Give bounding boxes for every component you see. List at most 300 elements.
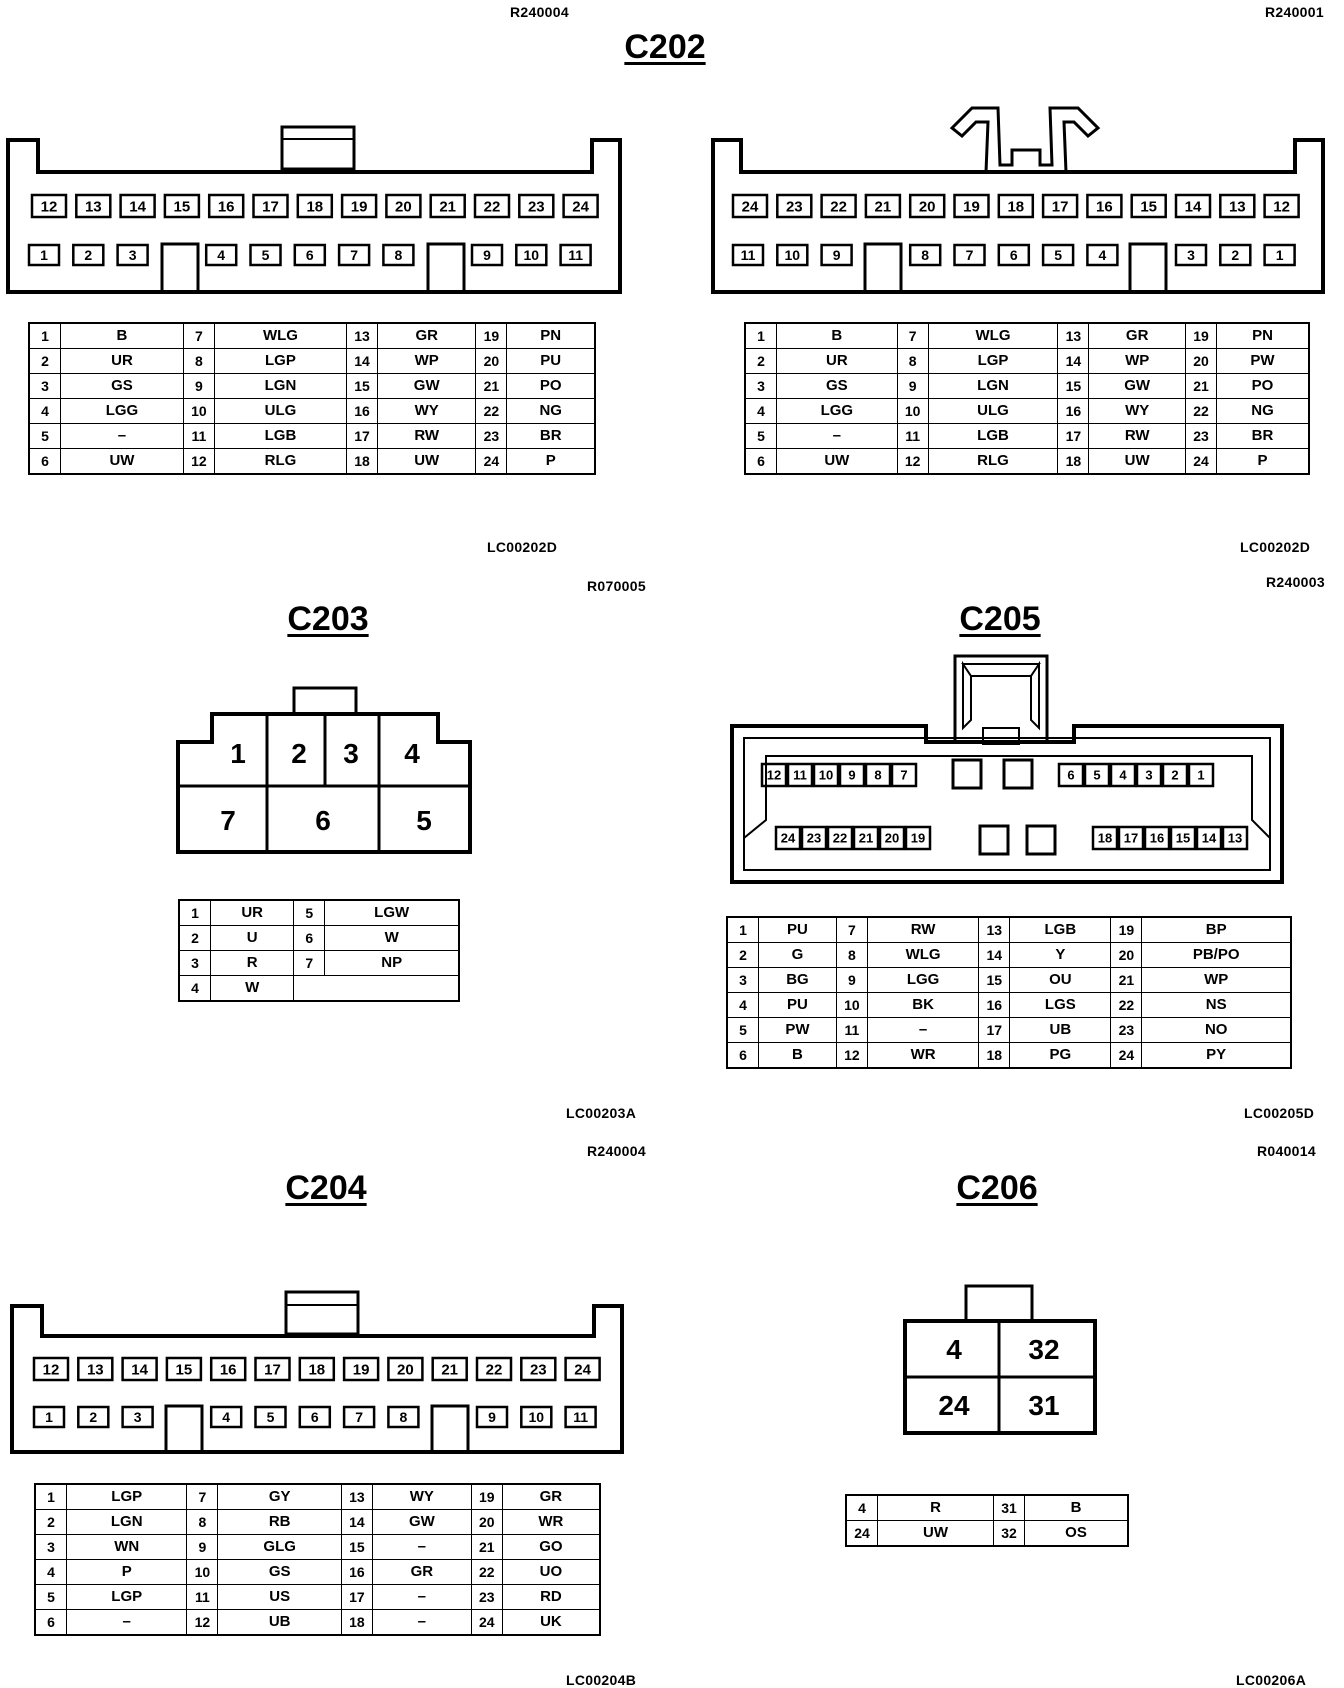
- pin-cavity-label: 12: [1273, 198, 1290, 216]
- pin-cavity-label: 23: [806, 830, 822, 846]
- pin-cavity-label: 3: [1187, 247, 1195, 264]
- pin-cavity-label: 1: [1275, 247, 1284, 264]
- pin-number: 12: [183, 449, 214, 475]
- pin-number: 10: [187, 1560, 218, 1585]
- pin-number: 6: [745, 449, 777, 475]
- pin-table-row: [179, 976, 459, 1002]
- pin-cavity-label: 13: [84, 198, 102, 216]
- c202-top-pin-row: [32, 195, 598, 217]
- wire-color: LGP: [67, 1585, 187, 1610]
- pin-number: 9: [897, 374, 928, 399]
- pin-number: 24: [1111, 1043, 1142, 1069]
- pin-cavity-label: 19: [910, 830, 926, 846]
- pin-cavity-label: 6: [1009, 247, 1018, 264]
- wire-color: LGW: [325, 900, 459, 926]
- pin-cavity-label: 12: [40, 198, 58, 216]
- ref-c205-top: R240003: [1266, 574, 1325, 590]
- c204-connector-face: [0, 1280, 630, 1460]
- wire-color: P: [1217, 449, 1310, 475]
- wire-color: LGB: [214, 424, 346, 449]
- pin-table-row: [727, 917, 1291, 943]
- pin-number: 23: [1186, 424, 1217, 449]
- pin-number: 18: [346, 449, 377, 475]
- pin-number: 20: [1111, 943, 1142, 968]
- pin-table-row: [745, 449, 1309, 475]
- pin-number: 15: [341, 1535, 372, 1560]
- wire-color: WN: [67, 1535, 187, 1560]
- pin-number: 19: [1111, 917, 1142, 943]
- pin-cavity-label: 20: [918, 198, 936, 216]
- pin-cavity-label: 4: [1119, 767, 1127, 783]
- pin-number: 14: [341, 1510, 372, 1535]
- wire-color: UK: [502, 1610, 600, 1636]
- wire-color: LGS: [1010, 993, 1111, 1018]
- wire-color: LGB: [928, 424, 1058, 449]
- pin-number: 18: [979, 1043, 1010, 1069]
- wire-color: PY: [1142, 1043, 1291, 1069]
- empty-cell: [325, 976, 459, 1002]
- pin-number: 9: [187, 1535, 218, 1560]
- wire-color: GR: [1089, 323, 1186, 349]
- wire-color: RD: [502, 1585, 600, 1610]
- pin-cavity-label: 24: [741, 198, 759, 216]
- pin-cavity-label: 9: [483, 247, 491, 264]
- pin-cavity-label: 5: [261, 247, 270, 264]
- pin-table-row: [179, 900, 459, 926]
- wire-color: PW: [1217, 349, 1310, 374]
- pin-number: 22: [1111, 993, 1142, 1018]
- wire-color: GLG: [218, 1535, 341, 1560]
- wire-color: ULG: [214, 399, 346, 424]
- ref-c203-top: R070005: [587, 578, 646, 594]
- wire-color: RW: [1089, 424, 1186, 449]
- pin-table-row: [35, 1535, 600, 1560]
- pin-number: 24: [476, 449, 507, 475]
- pin-number: 16: [346, 399, 377, 424]
- wire-color: OS: [1025, 1521, 1128, 1547]
- pin-table-row: [29, 374, 595, 399]
- c202-alt-pin-table: [744, 322, 1310, 475]
- pin-cavity-label: 22: [832, 830, 848, 846]
- pin-number: 1: [745, 323, 777, 349]
- pin-number: 5: [745, 424, 777, 449]
- pin-number: 12: [836, 1043, 867, 1069]
- pin-number: 11: [187, 1585, 218, 1610]
- pin-cavity-label: 11: [568, 247, 584, 264]
- cavity-number: 4: [404, 738, 420, 769]
- wire-color: NO: [1142, 1018, 1291, 1043]
- pin-cavity-label: 22: [483, 198, 501, 216]
- pin-table-row: [35, 1484, 600, 1510]
- pin-cavity-label: 7: [900, 767, 908, 783]
- pin-cavity-label: 22: [485, 1361, 503, 1379]
- pin-number: 7: [897, 323, 928, 349]
- pin-number: 5: [294, 900, 325, 926]
- wire-color: UR: [61, 349, 184, 374]
- pin-number: 24: [1186, 449, 1217, 475]
- pin-number: 4: [35, 1560, 67, 1585]
- pin-number: 3: [727, 968, 759, 993]
- pin-table-row: [727, 993, 1291, 1018]
- pin-cavity-label: 9: [488, 1409, 496, 1426]
- ref-c203-bottom: LC00203A: [566, 1105, 637, 1121]
- pin-cavity-label: 21: [874, 198, 892, 216]
- pin-number: 6: [727, 1043, 759, 1069]
- wire-color: LGG: [777, 399, 898, 424]
- pin-number: 3: [745, 374, 777, 399]
- pin-table-row: [179, 951, 459, 976]
- pin-number: 5: [35, 1585, 67, 1610]
- pin-cavity-label: 7: [965, 247, 974, 264]
- ref-c206-bottom: LC00206A: [1236, 1672, 1307, 1688]
- pin-number: 23: [471, 1585, 502, 1610]
- pin-number: 11: [183, 424, 214, 449]
- pin-cavity-label: 15: [1140, 198, 1158, 216]
- wire-color: LGN: [214, 374, 346, 399]
- wire-color: WR: [502, 1510, 600, 1535]
- wire-color: NP: [325, 951, 459, 976]
- pin-cavity-label: 15: [173, 198, 191, 216]
- pin-number: 21: [476, 374, 507, 399]
- pin-number: 4: [179, 976, 211, 1002]
- c202-bottom-pin-row: [29, 245, 591, 265]
- wire-color: NG: [507, 399, 595, 424]
- pin-number: 15: [346, 374, 377, 399]
- pin-cavity-label: 5: [1054, 247, 1062, 264]
- wire-color: RLG: [214, 449, 346, 475]
- pin-cavity-label: 12: [766, 767, 782, 783]
- pin-cavity-label: 3: [128, 247, 137, 264]
- pin-number: 21: [471, 1535, 502, 1560]
- pin-number: 1: [35, 1484, 67, 1510]
- wire-color: UR: [211, 900, 294, 926]
- pin-number: 19: [471, 1484, 502, 1510]
- pin-number: 16: [1058, 399, 1089, 424]
- pin-number: 4: [846, 1495, 878, 1521]
- pin-cavity-label: 3: [1145, 767, 1153, 783]
- pin-number: 20: [1186, 349, 1217, 374]
- pin-cavity-label: 8: [399, 1409, 408, 1426]
- pin-number: 1: [179, 900, 211, 926]
- cavity-number: 3: [343, 738, 359, 769]
- wire-color: WY: [1089, 399, 1186, 424]
- pin-cavity-label: 13: [1227, 830, 1243, 846]
- wire-color: ULG: [928, 399, 1058, 424]
- wire-color: GR: [502, 1484, 600, 1510]
- wire-color: NS: [1142, 993, 1291, 1018]
- pin-table-row: [727, 1043, 1291, 1069]
- wire-color: BK: [867, 993, 978, 1018]
- wire-color: R: [878, 1495, 994, 1521]
- pin-cavity-label: 11: [793, 767, 807, 783]
- pin-number: 12: [897, 449, 928, 475]
- pin-number: 6: [294, 926, 325, 951]
- pin-cavity-label: 21: [441, 1361, 459, 1379]
- wire-color: RW: [377, 424, 475, 449]
- pin-number: 7: [183, 323, 214, 349]
- wire-color: OU: [1010, 968, 1111, 993]
- pin-number: 2: [179, 926, 211, 951]
- wire-color: R: [211, 951, 294, 976]
- pin-number: 17: [979, 1018, 1010, 1043]
- wire-color: BR: [507, 424, 595, 449]
- pin-number: 8: [897, 349, 928, 374]
- pin-number: 8: [836, 943, 867, 968]
- wire-color: UW: [61, 449, 184, 475]
- pin-number: 22: [471, 1560, 502, 1585]
- pin-number: 9: [183, 374, 214, 399]
- pin-cavity-label: 18: [1097, 830, 1113, 846]
- empty-cell: [294, 976, 325, 1002]
- wire-color: LGB: [1010, 917, 1111, 943]
- wire-color: B: [1025, 1495, 1128, 1521]
- pin-cavity-label: 17: [1123, 830, 1139, 846]
- cavity-number: 24: [938, 1390, 970, 1421]
- wire-color: GS: [777, 374, 898, 399]
- c204-title: C204: [285, 1169, 367, 1207]
- pin-number: 8: [183, 349, 214, 374]
- pin-table-row: [29, 449, 595, 475]
- pin-number: 2: [727, 943, 759, 968]
- wire-color: LGG: [61, 399, 184, 424]
- pin-cavity-label: 5: [266, 1409, 275, 1426]
- pin-number: 4: [745, 399, 777, 424]
- ref-c202-left-bottom: LC00202D: [487, 539, 558, 555]
- wire-color: PU: [507, 349, 595, 374]
- pin-number: 1: [727, 917, 759, 943]
- pin-cavity-label: 20: [884, 830, 900, 846]
- pin-cavity-label: 21: [858, 830, 874, 846]
- pin-cavity-label: 19: [352, 1361, 370, 1379]
- ref-c202-right-top: R240001: [1265, 4, 1324, 20]
- pin-table-row: [846, 1521, 1128, 1547]
- pin-number: 7: [836, 917, 867, 943]
- pin-table-row: [846, 1495, 1128, 1521]
- pin-cavity-label: 14: [1184, 198, 1202, 216]
- wire-color: WY: [372, 1484, 471, 1510]
- wire-color: PN: [1217, 323, 1310, 349]
- pin-number: 4: [29, 399, 61, 424]
- wire-color: UW: [878, 1521, 994, 1547]
- wire-color: WP: [377, 349, 475, 374]
- wire-color: LGP: [67, 1484, 187, 1510]
- pin-cavity-label: 14: [129, 198, 146, 216]
- wire-color: NG: [1217, 399, 1310, 424]
- wire-color: Y: [1010, 943, 1111, 968]
- pin-table-row: [745, 349, 1309, 374]
- pin-number: 31: [994, 1495, 1025, 1521]
- pin-cavity-label: 16: [1149, 830, 1165, 846]
- pin-table-row: [745, 323, 1309, 349]
- pin-number: 10: [897, 399, 928, 424]
- pin-cavity-label: 19: [350, 198, 368, 216]
- pin-number: 22: [476, 399, 507, 424]
- pin-cavity-label: 4: [222, 1409, 231, 1426]
- pin-cavity-label: 19: [963, 198, 980, 216]
- pin-number: 17: [1058, 424, 1089, 449]
- wire-color: WLG: [928, 323, 1058, 349]
- pin-number: 23: [1111, 1018, 1142, 1043]
- wire-color: GR: [377, 323, 475, 349]
- pin-table-row: [29, 399, 595, 424]
- wire-color: LGG: [867, 968, 978, 993]
- wire-color: BR: [1217, 424, 1310, 449]
- pin-cavity-label: 8: [874, 767, 882, 783]
- pin-table-row: [35, 1585, 600, 1610]
- cavity-number: 31: [1028, 1390, 1060, 1421]
- pin-cavity-label: 18: [306, 198, 324, 216]
- pin-cavity-label: 22: [830, 198, 847, 216]
- c202-alt-top-pin-row: [733, 195, 1299, 217]
- c203-title: C203: [287, 600, 369, 638]
- wire-color: GR: [372, 1560, 471, 1585]
- pin-cavity-label: 7: [350, 247, 358, 264]
- wire-color: GW: [1089, 374, 1186, 399]
- pin-cavity-label: 17: [264, 1361, 281, 1379]
- c202-title: C202: [624, 28, 706, 66]
- pin-cavity-label: 9: [832, 247, 841, 264]
- pin-table-row: [745, 424, 1309, 449]
- pin-cavity-label: 24: [572, 198, 589, 216]
- pin-number: 7: [294, 951, 325, 976]
- pin-table-row: [745, 399, 1309, 424]
- wire-color: GW: [377, 374, 475, 399]
- pin-number: 1: [29, 323, 61, 349]
- c205-connector-face: [725, 650, 1295, 890]
- pin-number: 9: [836, 968, 867, 993]
- pin-number: 13: [346, 323, 377, 349]
- pin-cavity-label: 2: [89, 1409, 98, 1426]
- pin-cavity-label: 8: [394, 247, 403, 264]
- pin-number: 12: [187, 1610, 218, 1636]
- wire-color: PN: [507, 323, 595, 349]
- wire-color: BG: [759, 968, 837, 993]
- c206-connector-face: [890, 1280, 1100, 1440]
- pin-cavity-label: 20: [395, 198, 412, 216]
- wire-color: PO: [1217, 374, 1310, 399]
- wire-color: B: [759, 1043, 837, 1069]
- wire-color: PU: [759, 917, 837, 943]
- pin-number: 7: [187, 1484, 218, 1510]
- pin-cavity-label: 10: [784, 247, 801, 264]
- wire-color: LGN: [928, 374, 1058, 399]
- wire-color: PU: [759, 993, 837, 1018]
- pin-number: 11: [836, 1018, 867, 1043]
- pin-table-row: [727, 1018, 1291, 1043]
- wire-color: B: [61, 323, 184, 349]
- wire-color: UB: [1010, 1018, 1111, 1043]
- pin-number: 10: [183, 399, 214, 424]
- pin-number: 24: [846, 1521, 878, 1547]
- pin-cavity-label: 4: [1098, 247, 1107, 264]
- pin-table-row: [179, 926, 459, 951]
- pin-number: 14: [346, 349, 377, 374]
- pin-cavity-label: 13: [86, 1361, 104, 1379]
- pin-number: 13: [979, 917, 1010, 943]
- wire-color: BP: [1142, 917, 1291, 943]
- pin-table-row: [29, 424, 595, 449]
- pin-number: 5: [727, 1018, 759, 1043]
- pin-cavity-label: 24: [780, 830, 796, 846]
- pin-number: 3: [35, 1535, 67, 1560]
- pin-number: 3: [179, 951, 211, 976]
- pin-number: 11: [897, 424, 928, 449]
- wire-color: WLG: [214, 323, 346, 349]
- pin-cavity-label: 1: [1197, 767, 1205, 783]
- wire-color: WY: [377, 399, 475, 424]
- pin-table-row: [35, 1510, 600, 1535]
- pin-number: 16: [341, 1560, 372, 1585]
- pin-cavity-label: 23: [527, 198, 545, 216]
- cavity-number: 4: [946, 1334, 962, 1365]
- c202-alt-connector-face: [700, 100, 1340, 300]
- ref-c204-bottom: LC00204B: [566, 1672, 637, 1688]
- pin-cavity-label: 6: [1067, 767, 1075, 783]
- pin-number: 6: [29, 449, 61, 475]
- wire-color: WP: [1089, 349, 1186, 374]
- pin-number: 2: [29, 349, 61, 374]
- wire-color: –: [372, 1610, 471, 1636]
- c204-bottom-pin-row: [34, 1407, 596, 1427]
- c205-title: C205: [959, 600, 1041, 638]
- c206-title: C206: [956, 1169, 1038, 1207]
- pin-cavity-label: 8: [921, 247, 930, 264]
- wire-color: P: [67, 1560, 187, 1585]
- pin-cavity-label: 21: [439, 198, 457, 216]
- pin-number: 10: [836, 993, 867, 1018]
- pin-number: 8: [187, 1510, 218, 1535]
- pin-cavity-label: 20: [397, 1361, 414, 1379]
- wire-color: GO: [502, 1535, 600, 1560]
- pin-cavity-label: 11: [573, 1409, 589, 1426]
- pin-number: 23: [476, 424, 507, 449]
- c202-alt-bottom-pin-row: [733, 245, 1295, 265]
- wire-color: LGP: [214, 349, 346, 374]
- pin-number: 14: [1058, 349, 1089, 374]
- c204-top-pin-row: [34, 1358, 600, 1380]
- wire-color: WP: [1142, 968, 1291, 993]
- wire-color: LGP: [928, 349, 1058, 374]
- wire-color: PW: [759, 1018, 837, 1043]
- pin-cavity-label: 16: [217, 198, 235, 216]
- pin-table-row: [745, 374, 1309, 399]
- pin-number: 19: [1186, 323, 1217, 349]
- wire-color: UO: [502, 1560, 600, 1585]
- wire-color: GY: [218, 1484, 341, 1510]
- wire-color: RW: [867, 917, 978, 943]
- wire-color: –: [61, 424, 184, 449]
- pin-number: 15: [1058, 374, 1089, 399]
- pin-number: 18: [341, 1610, 372, 1636]
- wire-color: –: [372, 1585, 471, 1610]
- pin-number: 18: [1058, 449, 1089, 475]
- pin-number: 2: [745, 349, 777, 374]
- pin-number: 14: [979, 943, 1010, 968]
- pin-cavity-label: 1: [40, 247, 48, 264]
- pin-cavity-label: 10: [528, 1409, 545, 1426]
- pin-cavity-label: 18: [308, 1361, 326, 1379]
- wire-color: GS: [61, 374, 184, 399]
- pin-table-row: [35, 1560, 600, 1585]
- pin-cavity-label: 2: [1231, 247, 1240, 264]
- pin-number: 13: [341, 1484, 372, 1510]
- c202-connector-face: [0, 120, 630, 300]
- wire-color: P: [507, 449, 595, 475]
- pin-cavity-label: 7: [355, 1409, 363, 1426]
- pin-cavity-label: 9: [848, 767, 856, 783]
- pin-cavity-label: 10: [523, 247, 540, 264]
- ref-c206-top: R040014: [1257, 1143, 1316, 1159]
